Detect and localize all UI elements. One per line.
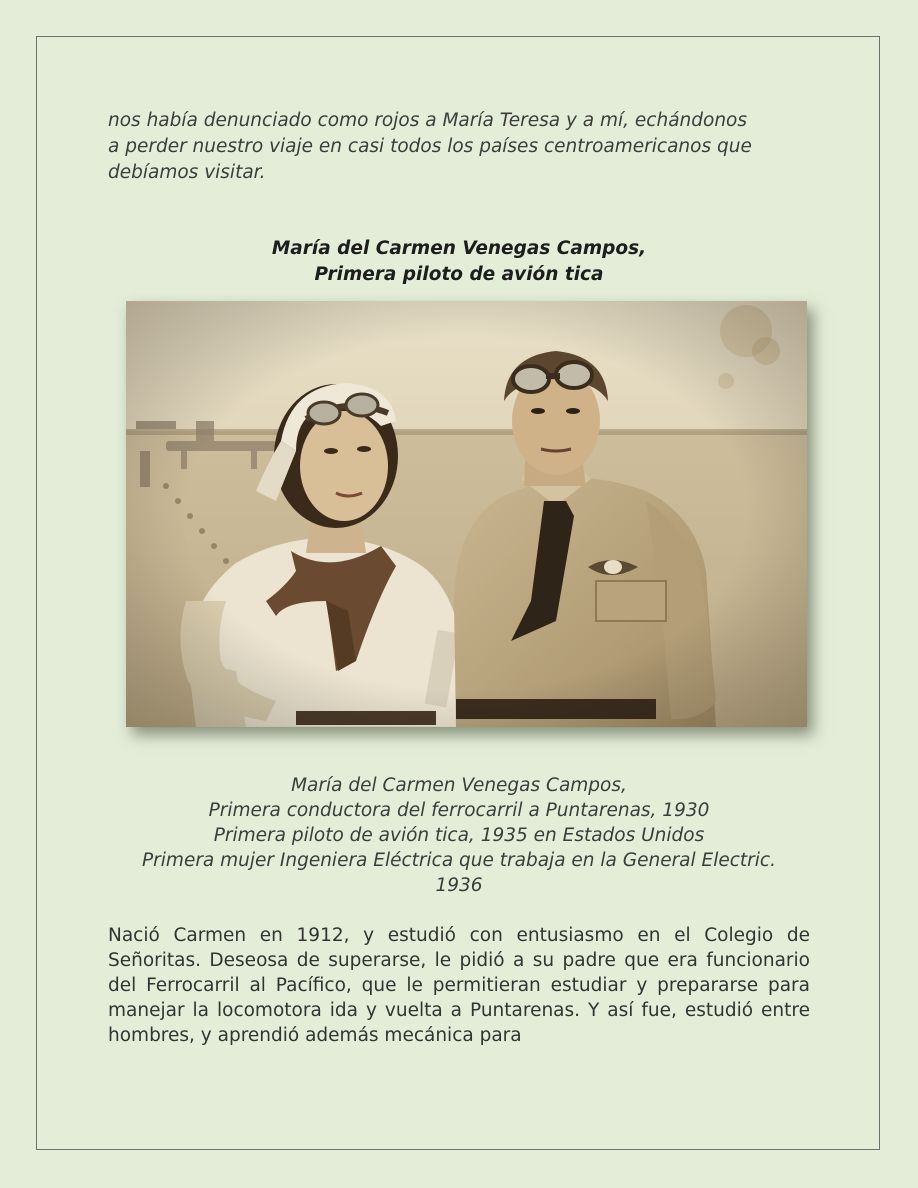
caption-line: Primera conductora del ferrocarril a Puntarenas, 1930: [208, 800, 710, 821]
heading-line-title: Primera piloto de avión tica: [314, 264, 604, 285]
vintage-sepia-photograph-icon: [126, 301, 807, 727]
caption-line: Primera piloto de avión tica, 1935 en Estados Unidos: [213, 825, 705, 846]
intro-paragraph: [108, 108, 810, 186]
caption-line: 1936: [435, 875, 483, 896]
intro-line: nos había denunciado como rojos a María Teresa y a mí, echándonos: [108, 110, 747, 131]
historic-photo: [126, 301, 807, 727]
intro-line: debíamos visitar.: [108, 162, 266, 183]
body-paragraph: Nació Carmen en 1912, y estudió con entusiasmo en el Colegio de Señoritas. Deseosa de superarse, le pidió a su padre que era funcionario del Ferrocarril al Pacífico, que le permitieran estudiar y prepararse para manejar la locomotora ida y vuelta a Puntarenas. Y así fue, estudió entre hombres, y aprendió además mecánica para: [108, 925, 810, 1046]
caption-line: Primera mujer Ingeniera Eléctrica que trabaja en la General Electric.: [142, 850, 776, 871]
photo-caption: [108, 773, 810, 898]
caption-line: María del Carmen Venegas Campos,: [291, 775, 627, 796]
intro-line: a perder nuestro viaje en casi todos los países centroamericanos que: [108, 136, 752, 157]
photo-heading: [108, 236, 810, 288]
heading-line-name: María del Carmen Venegas Campos,: [271, 238, 647, 259]
page-content: [108, 108, 810, 1067]
